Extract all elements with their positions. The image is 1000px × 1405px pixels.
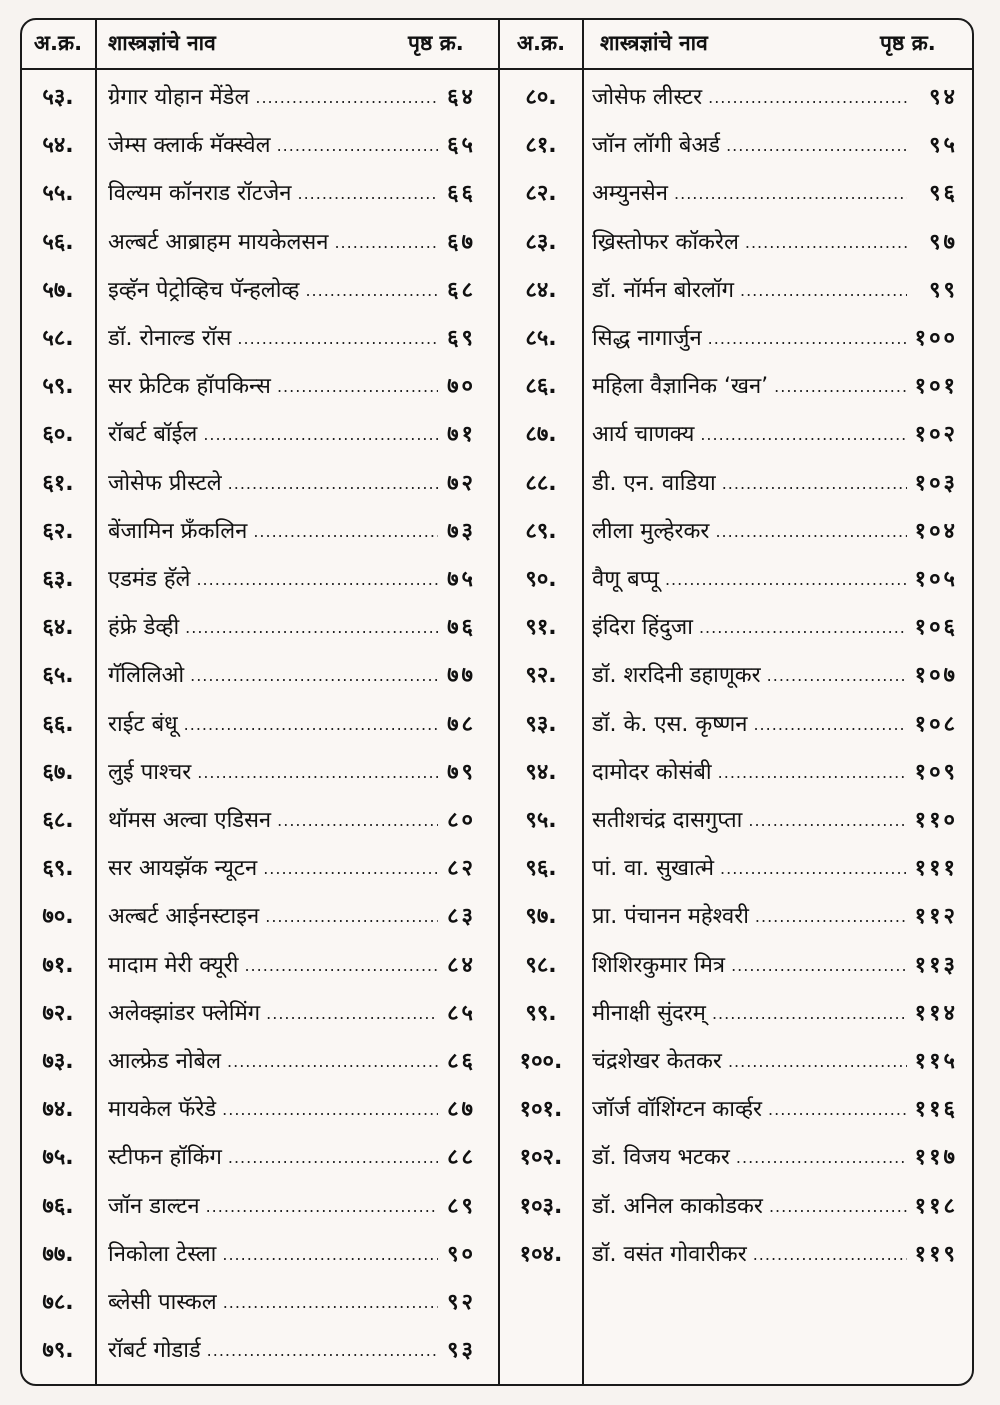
left-col-page-header: पृष्ठ क्र. <box>408 31 464 55</box>
table-row <box>22 942 972 990</box>
page-number: ८६ <box>447 1049 476 1074</box>
page-number: १११ <box>914 856 958 882</box>
table-row <box>22 1183 972 1231</box>
entry-number: ५९. <box>42 374 74 400</box>
scientist-name: डॉ. अनिल काकोडकर <box>592 1193 763 1219</box>
page-number: १०४ <box>914 518 958 544</box>
entry-number: ७३. <box>42 1049 74 1074</box>
page-number: ८० <box>447 808 476 833</box>
entry-number: ७६. <box>42 1193 74 1219</box>
entry-number: ६७. <box>42 759 74 785</box>
entry-name-cell <box>592 845 907 893</box>
page-number: ११८ <box>914 1193 958 1219</box>
table-row <box>22 1038 972 1086</box>
page-number: ८७ <box>447 1097 476 1123</box>
scientist-name: निकोला टेस्ला <box>108 1241 217 1267</box>
page-number: १०१ <box>914 374 958 400</box>
left-col-name-header: शास्त्रज्ञांचे नाव <box>108 31 216 55</box>
right-col-page-header: पृष्ठ क्र. <box>880 31 936 55</box>
entry-name-cell <box>592 1086 907 1134</box>
dot-leader <box>700 411 907 459</box>
table-row <box>22 1086 972 1134</box>
scientist-name: जोसेफ लीस्टर <box>592 85 703 110</box>
page-number: ६६ <box>447 181 476 207</box>
scientist-name: गॅलिलिओ <box>108 663 185 689</box>
entry-name-cell <box>108 1327 438 1375</box>
scientist-name: दामोदर कोसंबी <box>592 759 712 785</box>
scientist-name: पां. वा. सुखात्मे <box>592 856 715 882</box>
entry-number: ८६. <box>525 374 557 400</box>
table-row <box>22 749 972 797</box>
table-row <box>22 893 972 941</box>
dot-leader <box>223 1279 438 1327</box>
scientist-name: ख्रिस्तोफर कॉकरेल <box>592 229 739 255</box>
entry-number: ७७. <box>42 1241 74 1267</box>
page-number: ९७ <box>929 229 958 255</box>
entry-number: १०४. <box>519 1241 563 1267</box>
entry-number: ७५. <box>42 1145 74 1171</box>
entry-number: ७०. <box>42 904 74 930</box>
dot-leader <box>708 74 907 122</box>
page-number: ११२ <box>914 904 958 930</box>
entry-number: ७४. <box>42 1097 74 1123</box>
page-number: ११० <box>914 808 958 833</box>
table-row <box>22 604 972 652</box>
entry-name-cell <box>592 411 907 459</box>
page-number: ७१ <box>447 422 476 448</box>
scientist-name: चंद्रशेखर केतकर <box>592 1049 722 1074</box>
table-row <box>22 74 972 122</box>
dot-leader <box>715 508 907 556</box>
dot-leader <box>745 219 907 267</box>
scientist-name: लुई पाश्चर <box>108 759 192 785</box>
page-number: ८४ <box>447 952 476 978</box>
entry-number: ६१. <box>42 470 74 496</box>
page-number: ८९ <box>447 1193 476 1219</box>
scientist-name: डी. एन. वाडिया <box>592 470 716 496</box>
entry-number: ५६. <box>42 229 74 255</box>
scientist-name: मायकेल फॅरेडे <box>108 1097 217 1123</box>
dot-leader <box>726 122 907 170</box>
entry-number: ८७. <box>525 422 557 448</box>
scientist-name: स्टीफन हॉकिंग <box>108 1145 222 1171</box>
dot-leader <box>774 363 907 411</box>
page-number: ९९ <box>929 277 958 303</box>
page-number: ११४ <box>914 1000 958 1026</box>
entry-number: ५७. <box>42 277 74 303</box>
scientist-name: अम्युनसेन <box>592 181 669 207</box>
page-number: ८३ <box>447 904 476 930</box>
entry-name-cell <box>592 170 907 218</box>
entry-number: ६९. <box>42 856 74 882</box>
entry-number: ६०. <box>42 422 74 448</box>
scientist-name: अल्बर्ट आब्राहम मायकेलसन <box>108 229 329 255</box>
entry-name-cell <box>592 219 907 267</box>
scientist-name: शिशिरकुमार मित्र <box>592 952 726 978</box>
table-row <box>22 1231 972 1279</box>
table-row <box>22 219 972 267</box>
entry-number: ८९. <box>525 518 557 544</box>
page-number: ७९ <box>447 759 476 785</box>
entry-name-cell <box>592 363 907 411</box>
scientist-name: महिला वैज्ञानिक ‘खन’ <box>592 374 769 400</box>
entry-name-cell <box>592 652 907 700</box>
entry-number: ८२. <box>525 181 557 207</box>
table-row <box>22 845 972 893</box>
dot-leader <box>665 556 907 604</box>
entry-name-cell <box>592 267 907 315</box>
entry-number: ८१. <box>525 133 557 159</box>
scientist-name: जेम्स क्लार्क मॅक्स्वेल <box>108 133 271 159</box>
table-row <box>22 363 972 411</box>
scientist-name: डॉ. वसंत गोवारीकर <box>592 1241 747 1267</box>
right-col-name-header: शास्त्रज्ञांचे नाव <box>600 31 708 55</box>
entry-number: ६५. <box>42 663 74 689</box>
scientist-name: मीनाक्षी सुंदरम् <box>592 1000 706 1026</box>
entry-number: ८५. <box>525 326 557 351</box>
page-number: १०९ <box>914 759 958 785</box>
entry-name-cell <box>592 460 907 508</box>
table-row <box>22 701 972 749</box>
dot-leader <box>769 1183 907 1231</box>
table-row <box>22 1279 972 1327</box>
table-row <box>22 990 972 1038</box>
scientist-name: अलेक्झांडर फ्लेमिंग <box>108 1000 261 1026</box>
page-number: ७२ <box>447 470 476 496</box>
entry-name-cell <box>592 1183 907 1231</box>
scientist-name: डॉ. शरदिनी डहाणूकर <box>592 663 761 689</box>
entry-number: ९५. <box>525 808 557 833</box>
scientist-name: डॉ. नॉर्मन बोरलॉग <box>592 277 734 303</box>
entry-number: ६४. <box>42 615 74 641</box>
scientist-name: लीला मुल्हेरकर <box>592 518 710 544</box>
dot-leader <box>699 604 907 652</box>
scientist-name: रॉबर्ट गोडार्ड <box>108 1338 201 1364</box>
page-number: ७८ <box>447 711 476 737</box>
dot-leader <box>718 749 907 797</box>
dot-leader <box>767 652 907 700</box>
entry-number: ८८. <box>525 470 557 496</box>
left-col-num-header: अ.क्र. <box>33 31 83 55</box>
entry-number: ६३. <box>42 567 74 592</box>
scientist-name: इंदिरा हिंदुजा <box>592 615 693 641</box>
table-row <box>22 411 972 459</box>
entry-number: ७९. <box>42 1338 74 1364</box>
page-number: ११९ <box>914 1241 958 1267</box>
scientist-name: सर आयझॅक न्यूटन <box>108 856 258 882</box>
entry-name-cell <box>592 74 907 122</box>
scientist-name: जॉन लॉगी बेअर्ड <box>592 133 721 159</box>
page-number: ६९ <box>447 326 476 351</box>
scientist-name: सर फ्रेटिक हॉपकिन्स <box>108 374 271 400</box>
page-number: १०६ <box>914 615 958 641</box>
scientist-name: रॉबर्ट बॉईल <box>108 422 198 448</box>
page-number: ७५ <box>447 567 476 592</box>
entry-number: ६२. <box>42 518 74 544</box>
entry-number: ६६. <box>42 711 74 737</box>
page-number: १०२ <box>914 422 958 448</box>
dot-leader <box>768 1086 907 1134</box>
page-number: ९३ <box>447 1338 476 1364</box>
entry-name-cell <box>592 1134 907 1182</box>
page-number: ११५ <box>914 1049 958 1074</box>
entry-name-cell <box>108 1279 438 1327</box>
dot-leader <box>731 942 907 990</box>
scientist-name: इव्हॅन पेट्रोव्हिच पॅन्हलोव्ह <box>108 277 300 303</box>
scientist-name: आर्य चाणक्य <box>592 422 695 448</box>
entry-number: ५३. <box>42 85 74 110</box>
page-number: ९६ <box>929 181 958 207</box>
entry-number: ९१. <box>525 615 557 641</box>
entry-number: ९९. <box>525 1000 557 1026</box>
page-number: ८५ <box>447 1000 476 1026</box>
table-row <box>22 170 972 218</box>
scientist-name: आल्फ्रेड नोबेल <box>108 1049 222 1074</box>
scientist-name: जोसेफ प्रीस्टले <box>108 470 222 496</box>
scientist-name: प्रा. पंचानन महेश्वरी <box>592 904 749 930</box>
entry-number: १०२. <box>519 1145 563 1171</box>
page-number: ११७ <box>914 1145 958 1171</box>
page-number: १०७ <box>914 663 958 689</box>
entry-number: ९३. <box>525 711 557 737</box>
table-row <box>22 652 972 700</box>
entry-name-cell <box>592 1038 907 1086</box>
scientist-name: बेंजामिन फ्रँकलिन <box>108 518 248 544</box>
entry-number: १०३. <box>519 1193 563 1219</box>
index-table <box>20 18 974 1386</box>
entry-name-cell <box>592 797 907 845</box>
dot-leader <box>753 701 907 749</box>
dot-leader <box>674 170 907 218</box>
entry-name-cell <box>592 990 907 1038</box>
entry-name-cell <box>592 556 907 604</box>
entry-number: ५४. <box>42 133 74 159</box>
scientist-name: सतीशचंद्र दासगुप्ता <box>592 808 743 833</box>
page-number: १०३ <box>914 470 958 496</box>
page-number: ७७ <box>447 663 476 689</box>
entry-name-cell <box>592 1231 907 1279</box>
scientist-name: ब्लेसी पास्कल <box>108 1290 217 1315</box>
dot-leader <box>720 845 907 893</box>
scientist-name: डॉ. विजय भटकर <box>592 1145 730 1171</box>
entry-name-cell <box>592 122 907 170</box>
dot-leader <box>708 315 907 363</box>
entry-number: ५८. <box>42 326 74 351</box>
table-row <box>22 797 972 845</box>
scientist-name: सिद्ध नागार्जुन <box>592 326 702 351</box>
page-number: ११६ <box>914 1097 958 1123</box>
entry-number: ९२. <box>525 663 557 689</box>
scientist-name: वैणू बप्पू <box>592 567 659 592</box>
page-number: ९० <box>447 1241 476 1267</box>
page-number: ६५ <box>447 133 476 159</box>
table-row <box>22 1327 972 1375</box>
dot-leader <box>722 460 907 508</box>
entry-number: १००. <box>519 1049 563 1074</box>
dot-leader <box>728 1038 907 1086</box>
table-row <box>22 1134 972 1182</box>
entry-name-cell <box>592 701 907 749</box>
page-number: ८८ <box>447 1145 476 1171</box>
entry-number: ९४. <box>525 759 557 785</box>
dot-leader <box>712 990 907 1038</box>
entry-number: ९८. <box>525 952 557 978</box>
entry-name-cell <box>592 508 907 556</box>
scientist-name: थॉमस अल्वा एडिसन <box>108 808 272 833</box>
page-number: १०८ <box>914 711 958 737</box>
page-number: ६८ <box>447 277 476 303</box>
entry-number: ९०. <box>525 567 557 592</box>
dot-leader <box>748 797 907 845</box>
scientist-name: डॉ. के. एस. कृष्णन <box>592 711 748 737</box>
page-number: ६४ <box>447 85 476 110</box>
page-number: १०० <box>914 326 958 351</box>
page-number: ९४ <box>929 85 958 110</box>
scientist-name: जॉर्ज वॉशिंग्टन कार्व्हर <box>592 1097 763 1123</box>
page-number: ६७ <box>447 229 476 255</box>
page-number: ७६ <box>447 615 476 641</box>
entry-number: ८०. <box>525 85 557 110</box>
entry-number: ६८. <box>42 808 74 833</box>
page-number: ९२ <box>447 1290 476 1315</box>
entry-number: ८३. <box>525 229 557 255</box>
page-number: ७० <box>447 374 476 400</box>
entry-name-cell <box>592 315 907 363</box>
dot-leader <box>740 267 907 315</box>
table-row <box>22 556 972 604</box>
scientist-name: राईट बंधू <box>108 711 178 737</box>
entry-number: १०१. <box>519 1097 563 1123</box>
scientist-name: डॉ. रोनाल्ड रॉस <box>108 326 232 351</box>
scientist-name: ग्रेगार योहान मेंडेल <box>108 85 250 110</box>
page-number: १०५ <box>914 567 958 592</box>
entry-name-cell <box>592 604 907 652</box>
dot-leader <box>207 1327 438 1375</box>
table-header <box>22 20 972 70</box>
entry-number: ५५. <box>42 181 74 207</box>
entry-number: ८४. <box>525 277 557 303</box>
entry-name-cell <box>592 893 907 941</box>
page-number: ९५ <box>929 133 958 159</box>
table-row <box>22 315 972 363</box>
entry-number: ७१. <box>42 952 74 978</box>
right-col-num-header: अ.क्र. <box>516 31 566 55</box>
scientist-name: हंफ्रे डेव्ही <box>108 615 180 641</box>
table-row <box>22 460 972 508</box>
page-number: ११३ <box>914 952 958 978</box>
entry-name-cell <box>592 942 907 990</box>
scientist-name: एडमंड हॅले <box>108 567 191 592</box>
scientist-name: अल्बर्ट आईनस्टाइन <box>108 904 260 930</box>
dot-leader <box>755 893 907 941</box>
scientist-name: विल्यम कॉनराड रॉटजेन <box>108 181 292 207</box>
entry-number: ७८. <box>42 1290 74 1315</box>
table-row <box>22 267 972 315</box>
scientist-name: जॉन डाल्टन <box>108 1193 200 1219</box>
table-row <box>22 122 972 170</box>
page-number: ७३ <box>447 518 476 544</box>
dot-leader <box>753 1231 907 1279</box>
scientist-name: मादाम मेरी क्यूरी <box>108 952 239 978</box>
entry-number: ९६. <box>525 856 557 882</box>
page-number: ८२ <box>447 856 476 882</box>
entry-name-cell <box>592 749 907 797</box>
dot-leader <box>736 1134 907 1182</box>
entry-number: ९७. <box>525 904 557 930</box>
entry-number: ७२. <box>42 1000 74 1026</box>
table-row <box>22 508 972 556</box>
